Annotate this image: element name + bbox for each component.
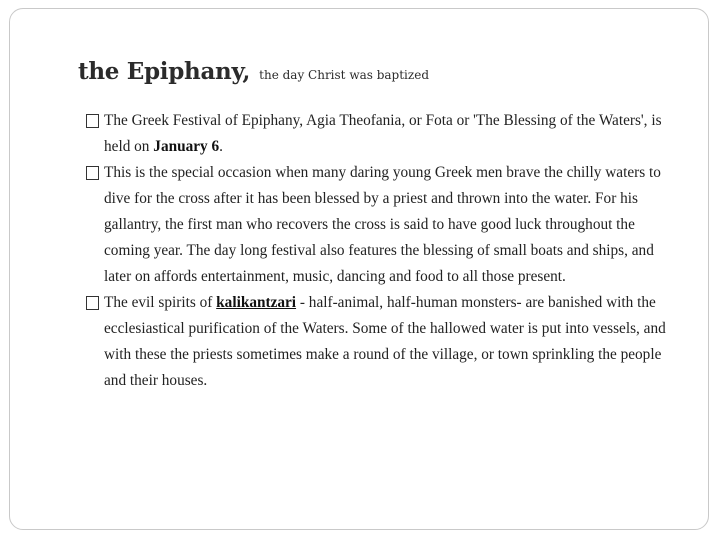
bullet-text: The evil spirits of [104,294,217,311]
bullet-text: This is the special occasion when many daring young Greek men brave the chilly waters to dive for the cross after it has been blessed by a priest and thrown into the water. For his gallantry, the first man who recovers the cross is said to have good luck throughout the coming year. The day long festival also features the blessing of small boats and ships, and later on affords entertainment, music, dancing and food to all those present. [104,164,661,285]
slide-title [78,58,429,85]
bullet-box-icon [86,166,99,180]
title-main: the Epiphany, [78,58,251,85]
bullet-text-end: . [219,138,223,155]
bullet-item [86,108,676,160]
bullet-item [86,160,676,290]
title-subtitle: the day Christ was baptized [259,68,429,82]
bullet-box-icon [86,114,99,128]
bullet-box-icon [86,296,99,310]
bullet-text-end: - half-animal, half-human monsters- are banished with the ecclesiastical purification of the Waters. Some of the hallowed water is put into vessels, and with these the priests sometimes make a round of the village, or town sprinkling the people and their houses. [104,294,666,389]
bullet-text: The Greek Festival of Epiphany, Agia Theofania, or Fota or 'The Blessing of the Waters', is held on [104,112,662,155]
bullet-list [86,108,676,394]
date-highlight: January 6 [153,138,220,155]
bullet-item [86,290,676,394]
keyword-highlight: kalikantzari [216,294,297,311]
